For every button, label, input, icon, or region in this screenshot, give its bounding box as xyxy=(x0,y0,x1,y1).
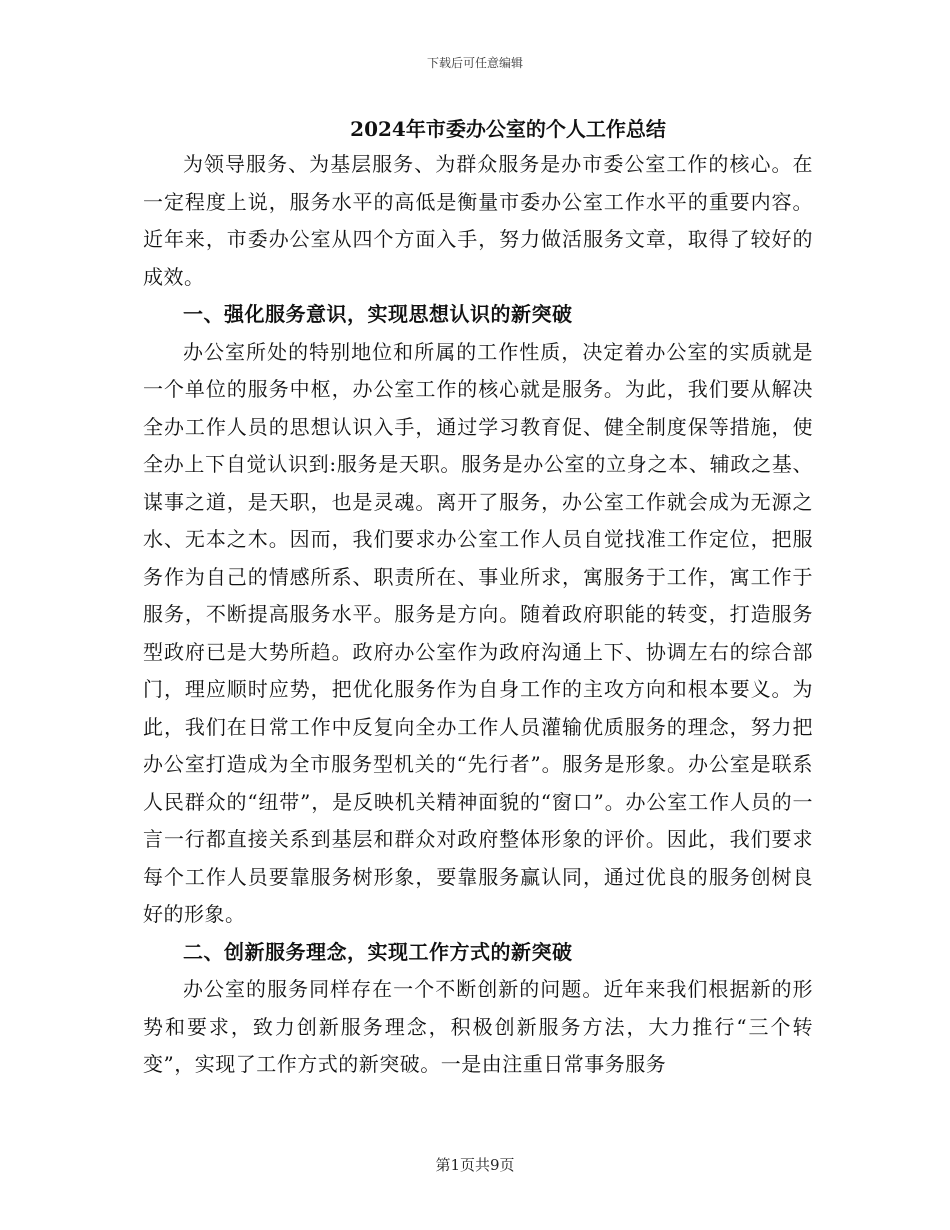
document-body xyxy=(143,112,813,1084)
section-paragraph-2: 办公室的服务同样存在一个不断创新的问题。近年来我们根据新的形势和要求，致力创新服务理念，积极创新服务方法，大力推行“三个转变”，实现了工作方式的新突破。一是由注重日常事务服务 xyxy=(143,977,813,1076)
section-heading-2: 二、创新服务理念，实现工作方式的新突破 xyxy=(183,939,573,964)
section-paragraph-1: 办公室所处的特别地位和所属的工作性质，决定着办公室的实质就是一个单位的服务中枢，办公室工作的核心就是服务。为此，我们要从解决全办工作人员的思想认识入手，通过学习教育促、健全制度保等措施，使全办上下自觉认识到:服务是天职。服务是办公室的立身之本、辅政之基、谋事之道，是天职，也是灵魂。离开了服务，办公室工作就会成为无源之水、无本之木。因而，我们要求办公室工作人员自觉找准工作定位，把服务作为自己的情感所系、职责所在、事业所求，寓服务于工作，寓工作于服务，不断提高服务水平。服务是方向。随着政府职能的转变，打造服务型政府已是大势所趋。政府办公室作为政府沟通上下、协调左右的综合部门，理应顺时应势，把优化服务作为自身工作的主攻方向和根本要义。为此，我们在日常工作中反复向全办工作人员灌输优质服务的理念，努力把办公室打造成为全市服务型机关的“先行者”。服务是形象。办公室是联系人民群众的“纽带”，是反映机关精神面貌的“窗口”。办公室工作人员的一言一行都直接关系到基层和群众对政府整体形象的评价。因此，我们要求每个工作人员要靠服务树形象，要靠服务赢认同，通过优良的服务创树良好的形象。 xyxy=(143,339,813,926)
document-title: 2024年市委办公室的个人工作总结 xyxy=(350,117,666,141)
page-number-footer: 第1页共9页 xyxy=(435,1156,515,1174)
page-header-note: 下载后可任意编辑 xyxy=(426,56,523,70)
intro-paragraph: 为领导服务、为基层服务、为群众服务是办市委公室工作的核心。在一定程度上说，服务水平的高低是衡量市委办公室工作水平的重要内容。近年来，市委办公室从四个方面入手，努力做活服务文章，取得了较好的成效。 xyxy=(143,152,813,289)
section-heading-1: 一、强化服务意识，实现思想认识的新突破 xyxy=(183,302,573,326)
